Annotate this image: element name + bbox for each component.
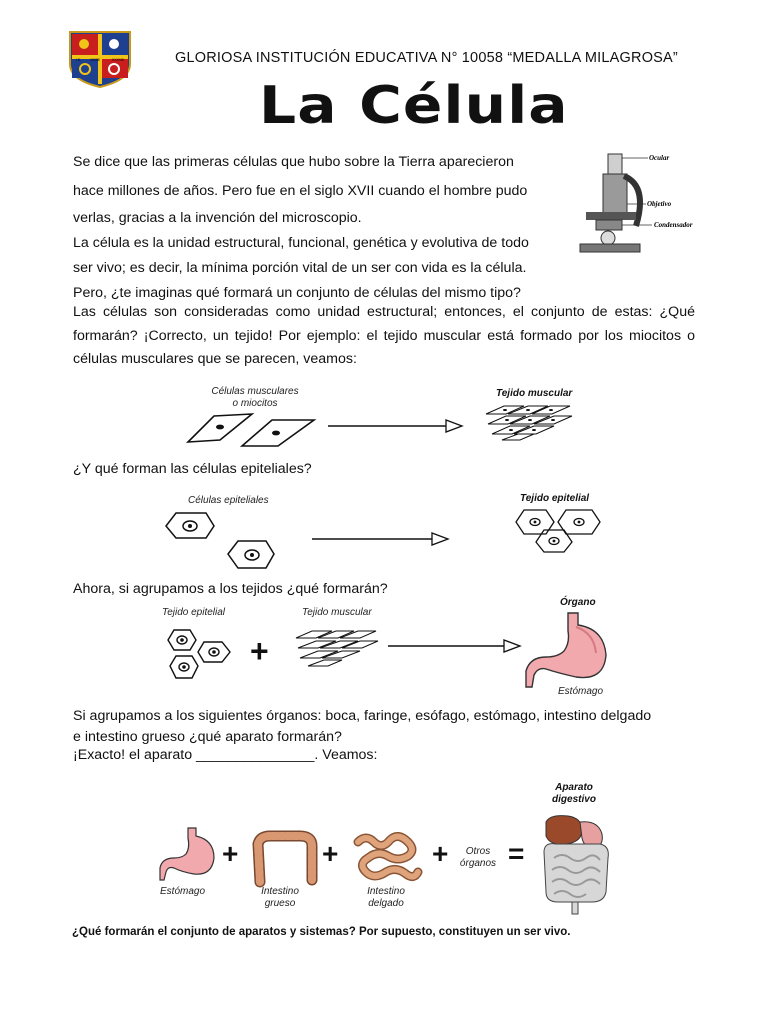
large-intestine-drawing [250, 832, 320, 886]
intro-line-1: Se dice que las primeras células que hubo sobre la Tierra aparecieron [73, 154, 514, 170]
epithelial-tissue-label: Tejido epitelial [520, 493, 590, 504]
question-epithelial: ¿Y qué forman las células epiteliales? [73, 461, 312, 477]
stomach-caption: Estómago [558, 686, 604, 697]
arrow-3 [388, 639, 524, 653]
large-intestine-label-1: Intestino [261, 886, 299, 897]
arrow-2 [312, 532, 452, 546]
microscope-label-objetivo: Objetivo [647, 200, 672, 208]
stomach-organ-drawing [524, 611, 614, 689]
other-organs-label [456, 846, 500, 870]
organs-paragraph [73, 704, 651, 767]
stomach-small-drawing [158, 826, 218, 882]
intro-line-2: hace millones de años. Pero fue en el siglo XVII cuando el hombre pudo [73, 183, 528, 199]
organs-line-3: ¡Exacto! el aparato _______________. Veamos: [73, 747, 378, 763]
tissue-muscular-label: Tejido muscular [302, 607, 372, 618]
page-title: La Célula [259, 76, 569, 136]
intro-line-4: La célula es la unidad estructural, funcional, genética y evolutiva de todo [73, 235, 529, 251]
intro-line-6: Pero, ¿te imaginas qué formará un conjunto de células del mismo tipo? [73, 285, 521, 301]
digestive-title-2: digestivo [552, 794, 596, 805]
tissue-epithelial-label: Tejido epitelial [162, 607, 226, 618]
plus-sign-tissues: + [250, 633, 269, 669]
arrow-1 [328, 419, 464, 433]
plus-sign-3: + [432, 838, 449, 869]
muscle-tissue-label: Tejido muscular [496, 388, 573, 399]
plus-sign-1: + [222, 838, 239, 869]
other-organs-1: Otros [465, 846, 491, 857]
epithelial-cells-drawing [162, 510, 282, 572]
crest-text-1: I.E. [76, 58, 82, 62]
epithelial-tissue-small-drawing [164, 628, 236, 680]
organs-line-1: Si agrupamos a los siguientes órganos: boca, faringe, esófago, estómago, intestino delgado [73, 708, 652, 724]
intro-line-5: ser vivo; es decir, la mínima porción vital de un ser con vida es la célula. [73, 260, 527, 276]
microscope-label-ocular: Ocular [649, 154, 670, 162]
plus-sign-2: + [322, 838, 339, 869]
equals-sign: = [508, 838, 525, 869]
digestive-system-drawing [540, 812, 612, 916]
crest-text-3: XXXVIII [112, 58, 125, 62]
small-intestine-label-2: delgado [368, 898, 404, 909]
muscle-cells-drawing [186, 410, 316, 450]
small-intestine-label-1: Intestino [367, 886, 405, 897]
organs-line-2: e intestino grueso ¿qué aparato formarán? [73, 729, 342, 745]
muscle-tissue-drawing [484, 402, 574, 442]
other-organs-2: órganos [459, 858, 497, 869]
small-intestine-label [364, 886, 408, 910]
muscle-cells-label-1: Células musculares [211, 386, 299, 397]
epithelial-tissue-drawing [514, 508, 606, 554]
large-intestine-label [258, 886, 302, 910]
digestive-title-1: Aparato [555, 782, 593, 793]
intro-text [73, 150, 573, 305]
microscope-illustration [578, 146, 718, 256]
digestive-system-title [544, 782, 604, 806]
stomach-item-label: Estómago [160, 886, 206, 897]
small-intestine-drawing [352, 832, 422, 884]
crest-text-2: 10058 [90, 58, 100, 62]
question-tissues: Ahora, si agrupamos a los tejidos ¿qué formarán? [73, 581, 388, 597]
tissue-paragraph: Las células son consideradas como unidad estructural; entonces, el conjunto de estas: ¿Qué formarán? ¡Correcto, un tejido! Por ejemplo: el tejido muscular está formado por los miocitos o células musculares que se parecen, veamos: [73, 304, 695, 367]
intro-line-3: verlas, gracias a la invención del microscopio. [73, 210, 362, 226]
organ-title: Órgano [560, 597, 596, 608]
muscle-cells-label-2: o miocitos [232, 398, 278, 409]
large-intestine-label-2: grueso [264, 898, 296, 909]
diagram1-left-label [180, 386, 330, 410]
closing-question: ¿Qué formarán el conjunto de aparatos y sistemas? Por supuesto, constituyen un ser vivo. [72, 926, 571, 938]
epithelial-cells-label: Células epiteliales [188, 495, 269, 506]
microscope-label-condensador: Condensador [654, 221, 693, 229]
school-name: GLORIOSA INSTITUCIÓN EDUCATIVA N° 10058 “MEDALLA MILAGROSA” [175, 50, 678, 66]
muscle-tissue-small-drawing [294, 628, 380, 668]
